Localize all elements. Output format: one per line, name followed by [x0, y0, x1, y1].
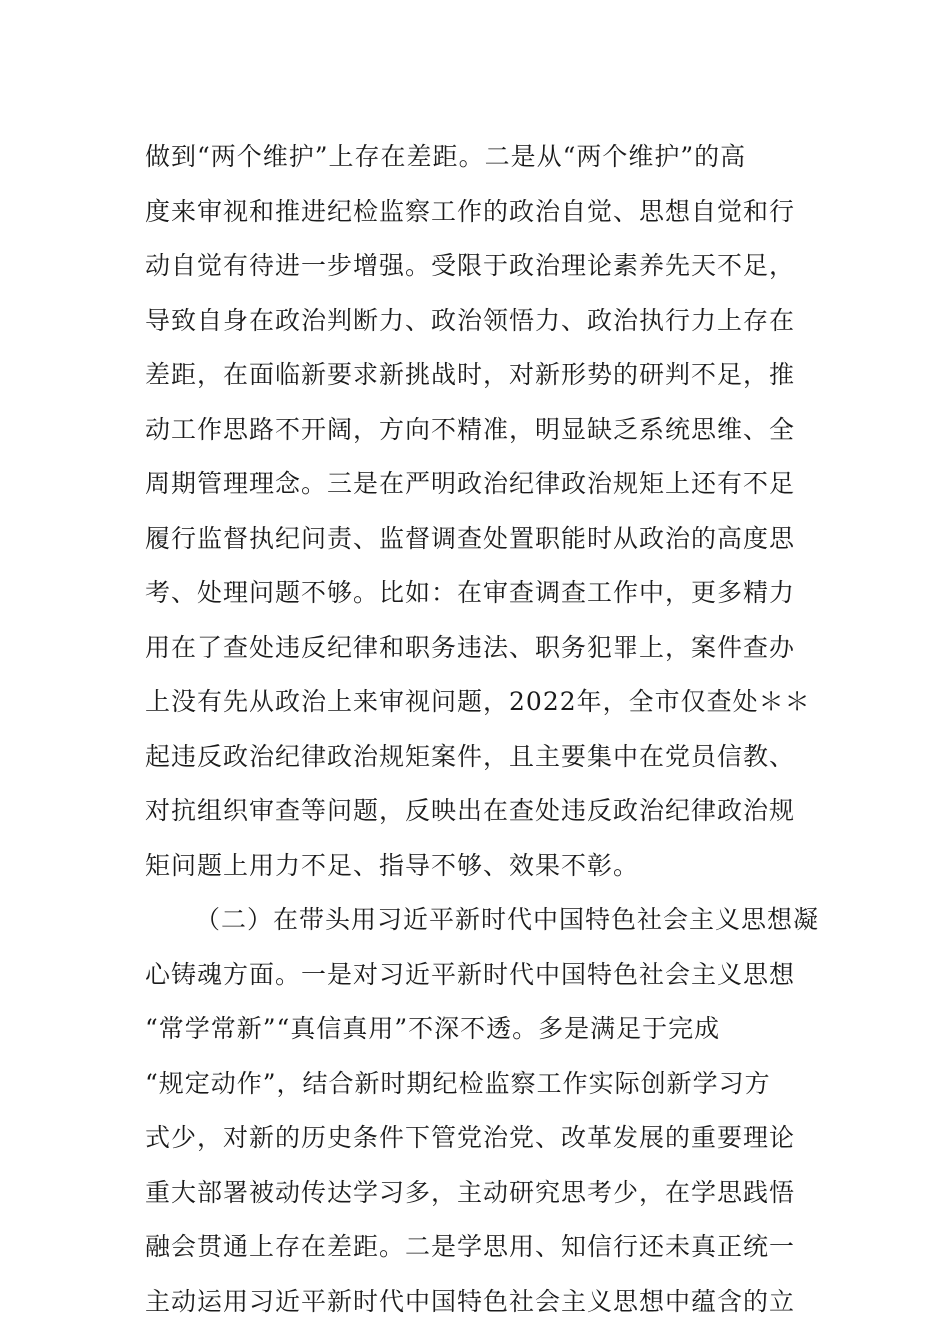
text-line: 做到“两个维护”上存在差距。二是从“两个维护”的高 — [145, 142, 747, 171]
text-line: 对抗组织审查等问题，反映出在查处违反政治纪律政治规 — [145, 796, 796, 825]
text-line: “规定动作”，结合新时期纪检监察工作实际创新学习方 — [145, 1068, 771, 1098]
text-line: 矩问题上用力不足、指导不够、效果不彰。 — [145, 850, 640, 880]
text-line: 度来审视和推进纪检监察工作的政治自觉、思想自觉和行 — [145, 196, 796, 226]
text-line: 周期管理理念。三是在严明政治纪律政治规矩上还有不足 — [145, 469, 796, 498]
text-line: 用在了查处违反纪律和职务违法、职务犯罪上，案件查办 — [145, 632, 796, 662]
text-line: 式少，对新的历史条件下管党治党、改革发展的重要理论 — [145, 1123, 796, 1152]
section-heading-line: （二）在带头用习近平新时代中国特色社会主义思想凝 — [195, 905, 820, 934]
body-text — [145, 130, 820, 1329]
text-line: “常学常新”“真信真用”不深不透。多是满足于完成 — [145, 1014, 721, 1043]
text-line: 融会贯通上存在差距。二是学思用、知信行还未真正统一 — [145, 1232, 796, 1261]
text-line: 主动运用习近平新时代中国特色社会主义思想中蕴含的立 — [145, 1286, 796, 1316]
text-line: 心铸魂方面。一是对习近平新时代中国特色社会主义思想 — [145, 959, 796, 989]
text-line: 考、处理问题不够。比如：在审查调查工作中，更多精力 — [145, 578, 796, 607]
text-line: 起违反政治纪律政治规矩案件，且主要集中在党员信教、 — [145, 741, 796, 771]
text-line: 动自觉有待进一步增强。受限于政治理论素养先天不足， — [145, 251, 796, 280]
text-line: 上没有先从政治上来审视问题，2022年，全市仅查处＊＊ — [145, 687, 811, 716]
text-line: 履行监督执纪问责、监督调查处置职能时从政治的高度思 — [145, 523, 796, 553]
text-line: 差距，在面临新要求新挑战时，对新形势的研判不足，推 — [145, 360, 796, 389]
text-line: 导致自身在政治判断力、政治领悟力、政治执行力上存在 — [145, 305, 796, 335]
text-line: 重大部署被动传达学习多，主动研究思考少，在学思践悟 — [145, 1177, 796, 1207]
text-line: 动工作思路不开阔，方向不精准，明显缺乏系统思维、全 — [145, 414, 796, 444]
